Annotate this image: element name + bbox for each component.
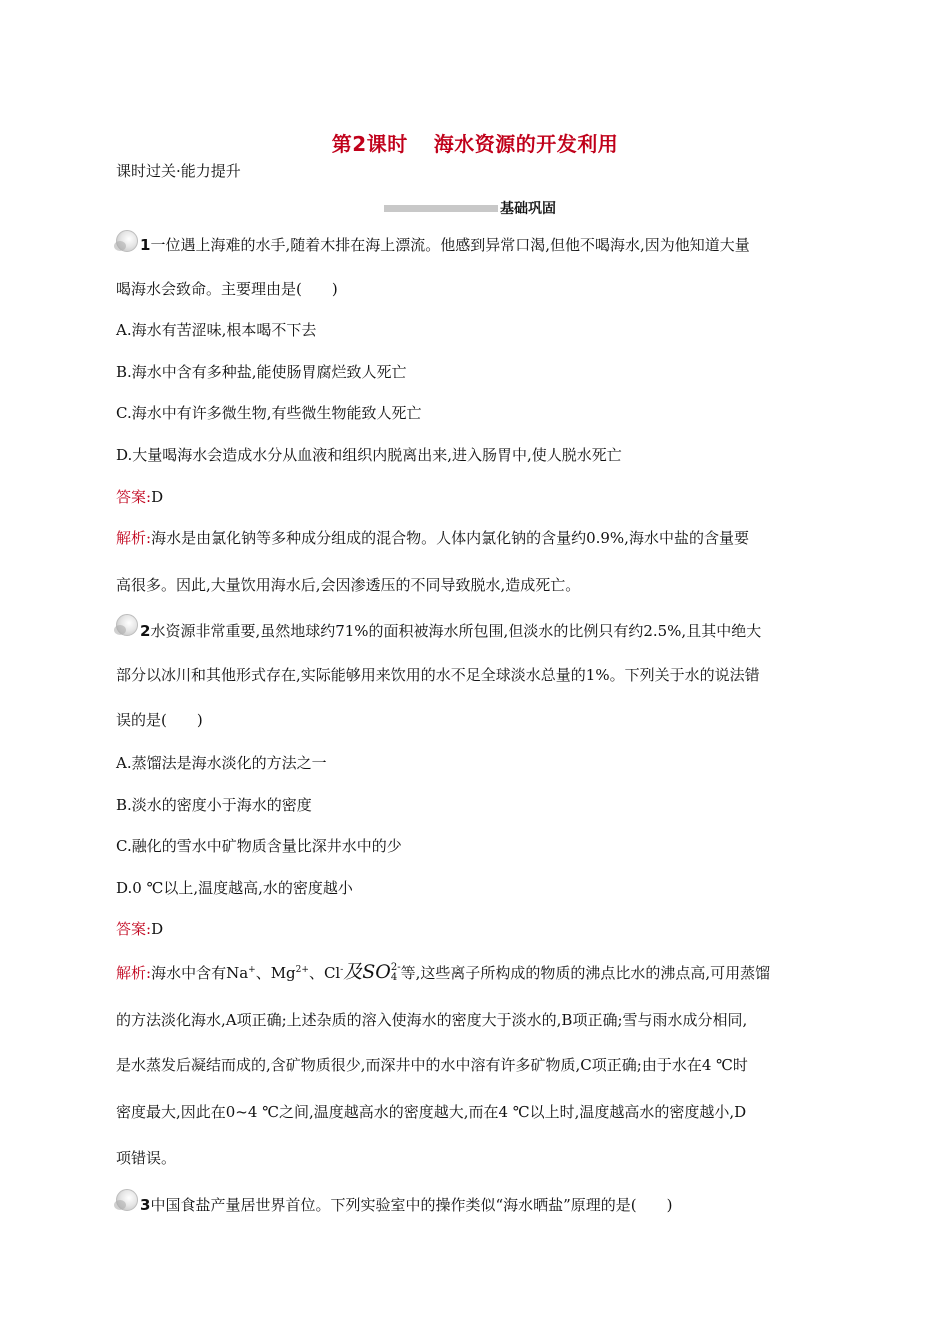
question-2-stem-line-3: 误的是( ) xyxy=(116,711,203,729)
ion-na: 海水中含有Na xyxy=(151,964,249,982)
question-2-stem-line-2: 部分以冰川和其他形式存在,实际能够用来饮用的水不足全球淡水总量的1%。下列关于水的说法错 xyxy=(116,666,760,684)
question-3-icon xyxy=(116,1189,138,1211)
analysis-label: 解析: xyxy=(116,529,152,547)
question-2-option-a: A.蒸馏法是海水淡化的方法之一 xyxy=(116,754,327,772)
question-1-analysis-line-2: 高很多。因此,大量饮用海水后,会因渗透压的不同导致脱水,造成死亡。 xyxy=(116,576,581,594)
answer-value: D xyxy=(151,920,164,938)
question-1-option-a: A.海水有苦涩味,根本喝不下去 xyxy=(116,321,317,339)
title-lesson: 第2课时 xyxy=(331,132,408,156)
ion-mg-charge: 2+ xyxy=(295,965,309,975)
question-2-option-b: B.淡水的密度小于海水的密度 xyxy=(116,796,312,814)
question-2-analysis-line-5: 项错误。 xyxy=(116,1149,177,1167)
answer-label: 答案: xyxy=(116,920,152,938)
question-1-icon xyxy=(116,230,138,252)
question-1-number: 1 xyxy=(140,236,151,254)
question-1-option-b: B.海水中含有多种盐,能使肠胃腐烂致人死亡 xyxy=(116,363,407,381)
question-2-stem-line-1 xyxy=(140,620,761,641)
question-1-text: 一位遇上海难的水手,随着木排在海上漂流。他感到异常口渴,但他不喝海水,因为他知道大量 xyxy=(150,236,750,254)
sulfate-symbol: SO xyxy=(362,961,391,983)
question-2-icon xyxy=(116,614,138,636)
question-2-analysis-line-4: 密度最大,因此在0~4 ℃之间,温度越高水的密度越大,而在4 ℃以上时,温度越高水的密度越小,D xyxy=(116,1103,747,1121)
answer-value: D xyxy=(151,488,164,506)
question-2-option-c: C.融化的雪水中矿物质含量比深井水中的少 xyxy=(116,837,402,855)
question-2-text: 水资源非常重要,虽然地球约71%的面积被海水所包围,但淡水的比例只有约2.5%,且其中绝大 xyxy=(150,622,762,640)
ion-na-charge: + xyxy=(248,965,256,975)
question-3-number: 3 xyxy=(140,1196,151,1214)
analysis-text: 海水是由氯化钠等多种成分组成的混合物。人体内氯化钠的含量约0.9%,海水中盐的含量要 xyxy=(151,529,749,547)
section-header xyxy=(384,199,556,217)
question-1-option-d: D.大量喝海水会造成水分从血液和组织内脱离出来,进入肠胃中,使人脱水死亡 xyxy=(116,446,622,464)
analysis-text: 等,这些离子所构成的物质的沸点比水的沸点高,可用蒸馏 xyxy=(400,964,771,982)
question-1-option-c: C.海水中有许多微生物,有些微生物能致人死亡 xyxy=(116,404,422,422)
question-2-option-d: D.0 ℃以上,温度越高,水的密度越小 xyxy=(116,879,353,897)
question-2-answer xyxy=(116,918,163,939)
answer-label: 答案: xyxy=(116,488,152,506)
sulfate-subscript: 4 xyxy=(390,972,398,983)
page-title xyxy=(0,128,950,157)
sulfate-indices xyxy=(391,963,401,983)
question-2-analysis-line-2: 的方法淡化海水,A项正确;上述杂质的溶入使海水的密度大于淡水的,B项正确;雪与雨水成分相同, xyxy=(116,1011,748,1029)
question-1-answer xyxy=(116,486,163,507)
ion-mg: 、Mg xyxy=(255,964,296,982)
question-2-analysis-line-3: 是水蒸发后凝结而成的,含矿物质很少,而深井中的水中溶有许多矿物质,C项正确;由于水在4 ℃时 xyxy=(116,1056,748,1074)
sulfate-charge: 2- xyxy=(390,962,401,973)
question-1-stem-line-2: 喝海水会致命。主要理由是( ) xyxy=(116,280,338,298)
section-bar xyxy=(384,205,498,212)
analysis-label: 解析: xyxy=(116,964,152,982)
question-3-stem-line-1 xyxy=(140,1194,672,1215)
question-2-number: 2 xyxy=(140,622,151,640)
sulfate-formula xyxy=(343,961,400,983)
ion-cl: 、Cl xyxy=(308,964,341,982)
question-3-text: 中国食盐产量居世界首位。下列实验室中的操作类似“海水晒盐”原理的是( ) xyxy=(150,1196,673,1214)
ion-cl-charge: - xyxy=(340,965,344,975)
title-topic: 海水资源的开发利用 xyxy=(433,132,619,156)
page-subtitle: 课时过关·能力提升 xyxy=(116,162,241,180)
question-1-analysis-line-1 xyxy=(116,527,749,548)
section-label: 基础巩固 xyxy=(500,201,556,217)
question-2-analysis-line-1 xyxy=(116,957,770,984)
conjunction-ji: 及 xyxy=(343,961,363,983)
question-1-stem-line-1 xyxy=(140,234,750,255)
